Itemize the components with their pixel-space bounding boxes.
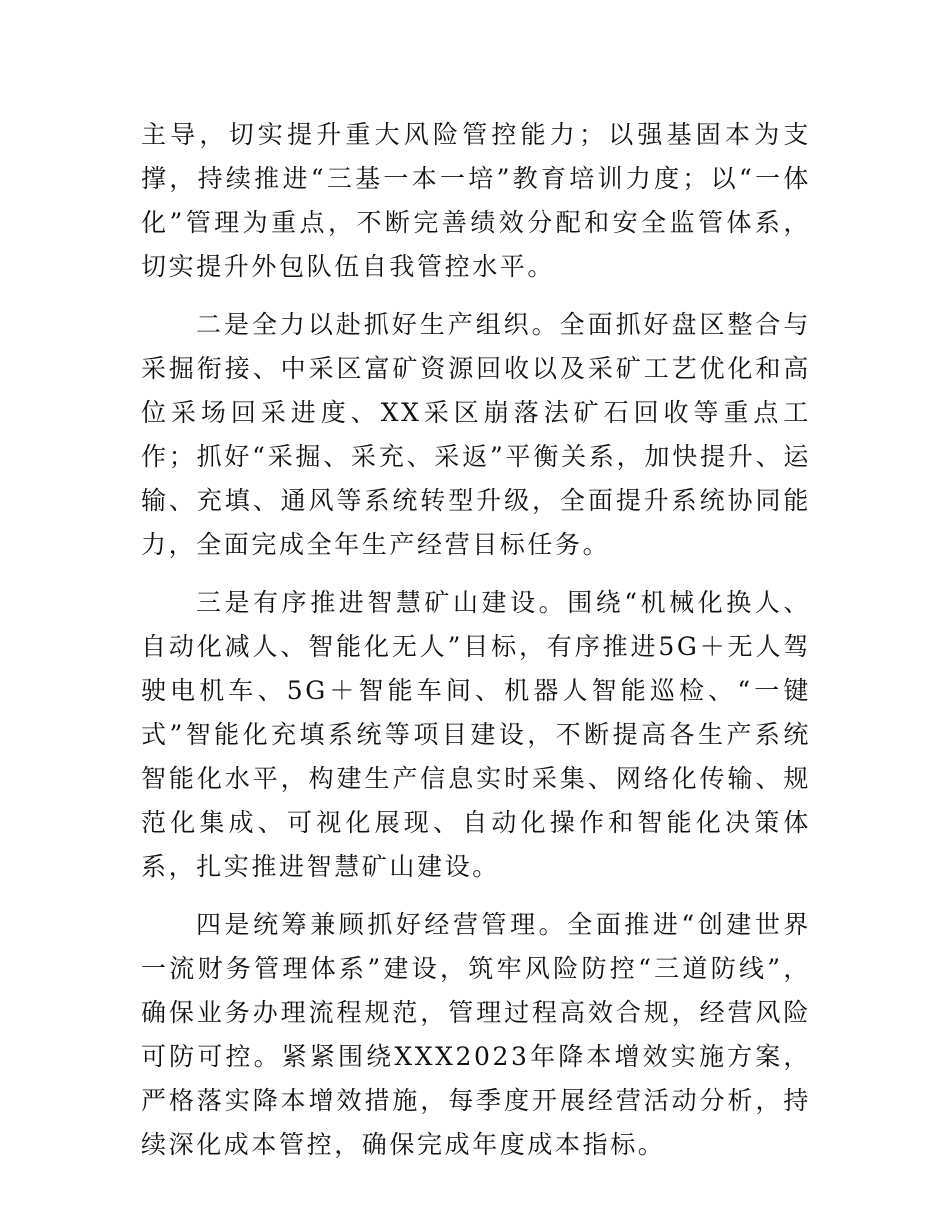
paragraph-continuation: 主导，切实提升重大风险管控能力；以强基固本为支撑，持续推进“三基一本一培”教育培训力度；以“一体化”管理为重点，不断完善绩效分配和安全监管体系，切实提升外包队伍自我管控水平。 bbox=[141, 120, 811, 281]
document-body bbox=[141, 113, 811, 1181]
paragraph-business-management: 四是统筹兼顾抓好经营管理。全面推进“创建世界一流财务管理体系”建设，筑牢风险防控“三道防线”，确保业务办理流程规范，管理过程高效合规，经营风险可防可控。紧紧围绕XXX2023年降本增效实施方案，严格落实降本增效措施，每季度开展经营活动分析，持续深化成本管控，确保完成年度成本指标。 bbox=[141, 910, 811, 1159]
paragraph-production-organization: 二是全力以赴抓好生产组织。全面抓好盘区整合与采掘衔接、中采区富矿资源回收以及采矿工艺优化和高位采场回采进度、XX采区崩落法矿石回收等重点工作；抓好“采掘、采充、采返”平衡关系，加快提升、运输、充填、通风等系统转型升级，全面提升系统协同能力，全面完成全年生产经营目标任务。 bbox=[141, 310, 811, 559]
paragraph-smart-mine: 三是有序推进智慧矿山建设。围绕“机械化换人、自动化减人、智能化无人”目标，有序推进5G＋无人驾驶电机车、5G＋智能车间、机器人智能巡检、“一键式”智能化充填系统等项目建设，不断提高各生产系统智能化水平，构建生产信息实时采集、网络化传输、规范化集成、可视化展现、自动化操作和智能化决策体系，扎实推进智慧矿山建设。 bbox=[141, 588, 811, 881]
